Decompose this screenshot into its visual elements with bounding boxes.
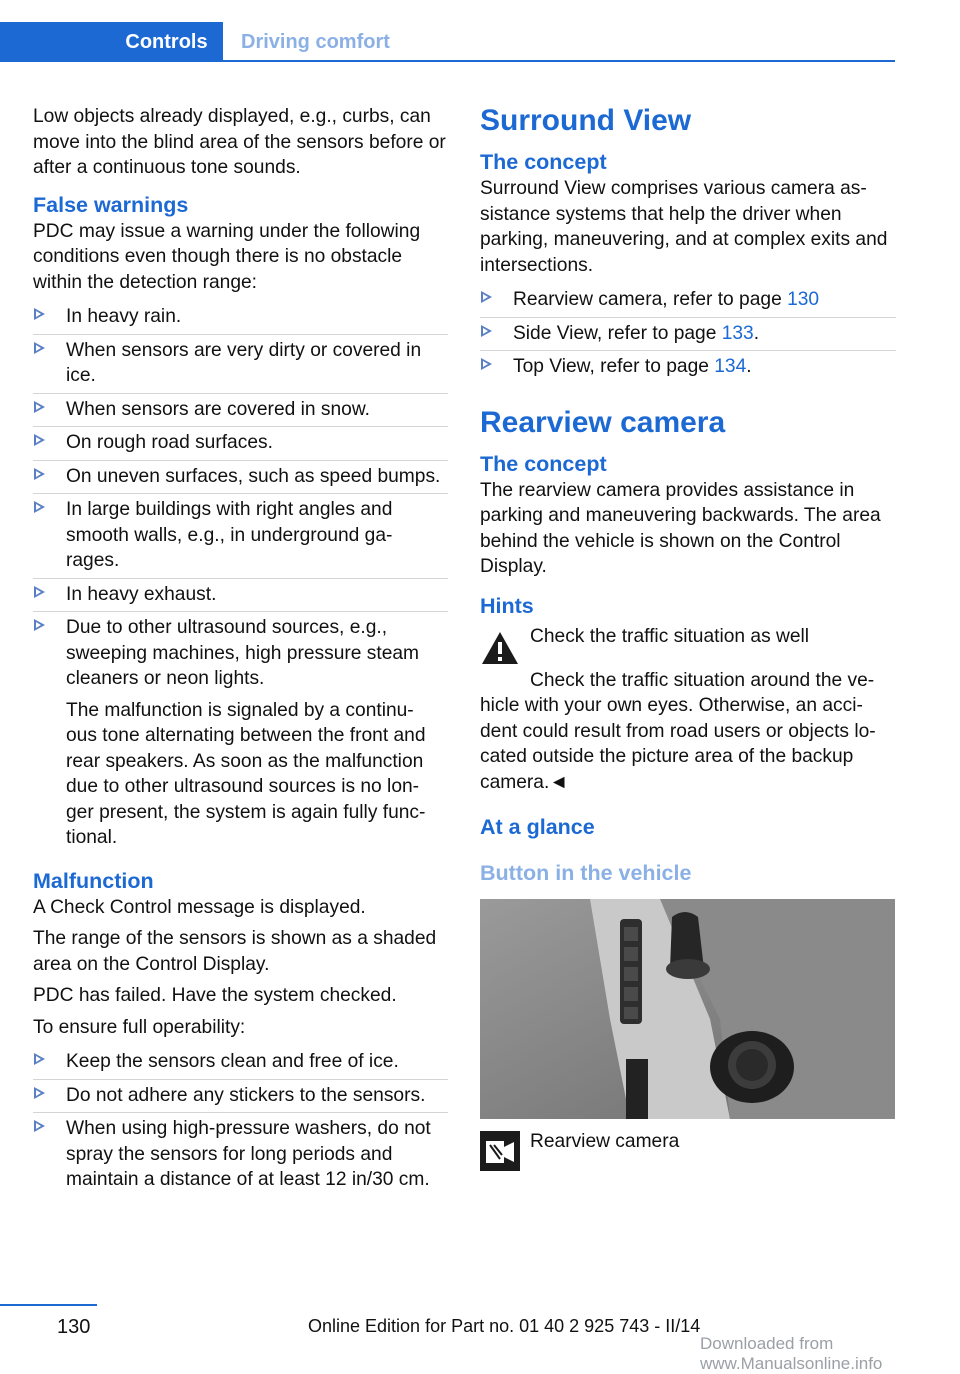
left-column	[33, 104, 448, 1197]
list-item: When sensors are covered in snow.	[33, 393, 448, 427]
warning-triangle-icon	[480, 630, 520, 666]
malfunction-text-1: A Check Control message is displayed.	[33, 896, 366, 918]
right-column	[480, 104, 896, 1171]
page-number: 130	[57, 1316, 91, 1338]
page-header	[0, 22, 895, 62]
list-item: Due to other ultrasound sources, e.g., sweeping machines, high pressure steam cleaners or neon lights. The malfunction is signaled by a continu‐ ous tone alternating between the front and rear speakers. As soon as the malfunction due to other ultrasound sources is no lon‐ ger present, the system is again fully func‐ tional.	[33, 611, 448, 855]
tab-controls[interactable]: Controls	[0, 22, 223, 62]
page-link[interactable]: 130	[787, 289, 820, 310]
triangle-bullet-icon	[481, 325, 492, 337]
page-number-divider	[0, 1304, 97, 1306]
rearview-camera-label: Rearview camera	[530, 1131, 680, 1152]
list-item: When sensors are very dirty or covered in ice.	[33, 334, 448, 393]
header-divider	[0, 60, 895, 62]
warning-block	[480, 624, 896, 664]
list-item: In heavy rain.	[33, 301, 448, 334]
rearview-camera-button-icon	[480, 1131, 520, 1171]
list-item: In large buildings with right angles and smooth walls, e.g., in underground ga‐ rages.	[33, 493, 448, 578]
false-warnings-list	[33, 301, 448, 855]
list-item: Side View, refer to page 133.	[480, 317, 896, 351]
list-item: On rough road surfaces.	[33, 426, 448, 460]
warning-text: Check the traffic situation around the ve‐ hicle with your own eyes. Otherwise, an acci‐ dent could result from road users or objects lo‐ cated outside the picture area of the backup camera.◄	[480, 669, 876, 793]
triangle-bullet-icon	[34, 1087, 45, 1099]
intro-paragraph: Low objects already displayed, e.g., curbs, can move into the blind area of the sensors before or after a continuous tone sounds.	[33, 106, 446, 178]
triangle-bullet-icon	[34, 586, 45, 598]
button-in-vehicle-heading: Button in the vehicle	[480, 861, 692, 885]
watermark: Downloaded from www.Manualsonline.info	[700, 1334, 883, 1373]
triangle-bullet-icon	[34, 1053, 45, 1065]
hints-heading: Hints	[480, 593, 534, 618]
rearview-camera-button-row	[480, 1129, 896, 1171]
false-warnings-heading: False warnings	[33, 192, 189, 217]
malfunction-text-4: To ensure full operability:	[33, 1016, 246, 1038]
list-item: Rearview camera, refer to page 130	[480, 284, 896, 317]
page-link[interactable]: 133	[721, 322, 754, 344]
rearview-concept-heading: The concept	[480, 451, 607, 476]
at-a-glance-heading: At a glance	[480, 815, 595, 839]
surround-concept-heading: The concept	[480, 150, 607, 174]
malfunction-note: The malfunction is signaled by a continu‐ ous tone alternating between the front and rear speakers. As soon as the malfunction due to other ultrasound sources is no lon‐ ger present, the system is again fully func‐ tional.	[66, 699, 426, 848]
list-item: On uneven surfaces, such as speed bumps.	[33, 460, 448, 494]
surround-list	[480, 284, 896, 384]
false-warnings-text: PDC may issue a warning under the following conditions even though there is no obstacle within the detection range:	[33, 220, 421, 293]
malfunction-heading: Malfunction	[33, 868, 154, 893]
triangle-bullet-icon	[34, 501, 45, 513]
triangle-bullet-icon	[34, 1120, 45, 1132]
malfunction-text-2: The range of the sensors is shown as a shaded area on the Control Display.	[33, 928, 437, 975]
surround-concept-text: Surround View comprises various camera as‐ sistance systems that help the driver when parking, maneuvering, and at complex exits and intersections.	[480, 178, 888, 276]
rearview-camera-title: Rearview camera	[480, 405, 726, 439]
warning-title: Check the traffic situation as well	[530, 625, 810, 647]
triangle-bullet-icon	[481, 358, 492, 370]
list-item: Keep the sensors clean and free of ice.	[33, 1046, 448, 1079]
list-item: When using high-pressure washers, do not spray the sensors for long periods and maintain a distance of at least 12 in/30 cm.	[33, 1112, 448, 1197]
page-link[interactable]: 134	[714, 356, 747, 377]
edition-footer: Online Edition for Part no. 01 40 2 925 743 - II/14	[308, 1316, 701, 1336]
triangle-bullet-icon	[481, 291, 492, 303]
list-item: Do not adhere any stickers to the sensors.	[33, 1079, 448, 1113]
surround-view-title: Surround View	[480, 104, 692, 137]
operability-list	[33, 1046, 448, 1197]
triangle-bullet-icon	[34, 401, 45, 413]
rearview-concept-text: The rearview camera provides assistance in parking and maneuvering backwards. The area behind the vehicle is shown on the Control Display.	[480, 479, 881, 577]
triangle-bullet-icon	[34, 468, 45, 480]
triangle-bullet-icon	[34, 619, 45, 631]
triangle-bullet-icon	[34, 308, 45, 320]
center-console-photo	[480, 899, 895, 1119]
triangle-bullet-icon	[34, 434, 45, 446]
tab-driving-comfort[interactable]: Driving comfort	[241, 31, 390, 53]
malfunction-text-3: PDC has failed. Have the system checked.	[33, 985, 397, 1006]
list-item: In heavy exhaust.	[33, 578, 448, 612]
list-item: Top View, refer to page 134.	[480, 350, 896, 384]
triangle-bullet-icon	[34, 342, 45, 354]
